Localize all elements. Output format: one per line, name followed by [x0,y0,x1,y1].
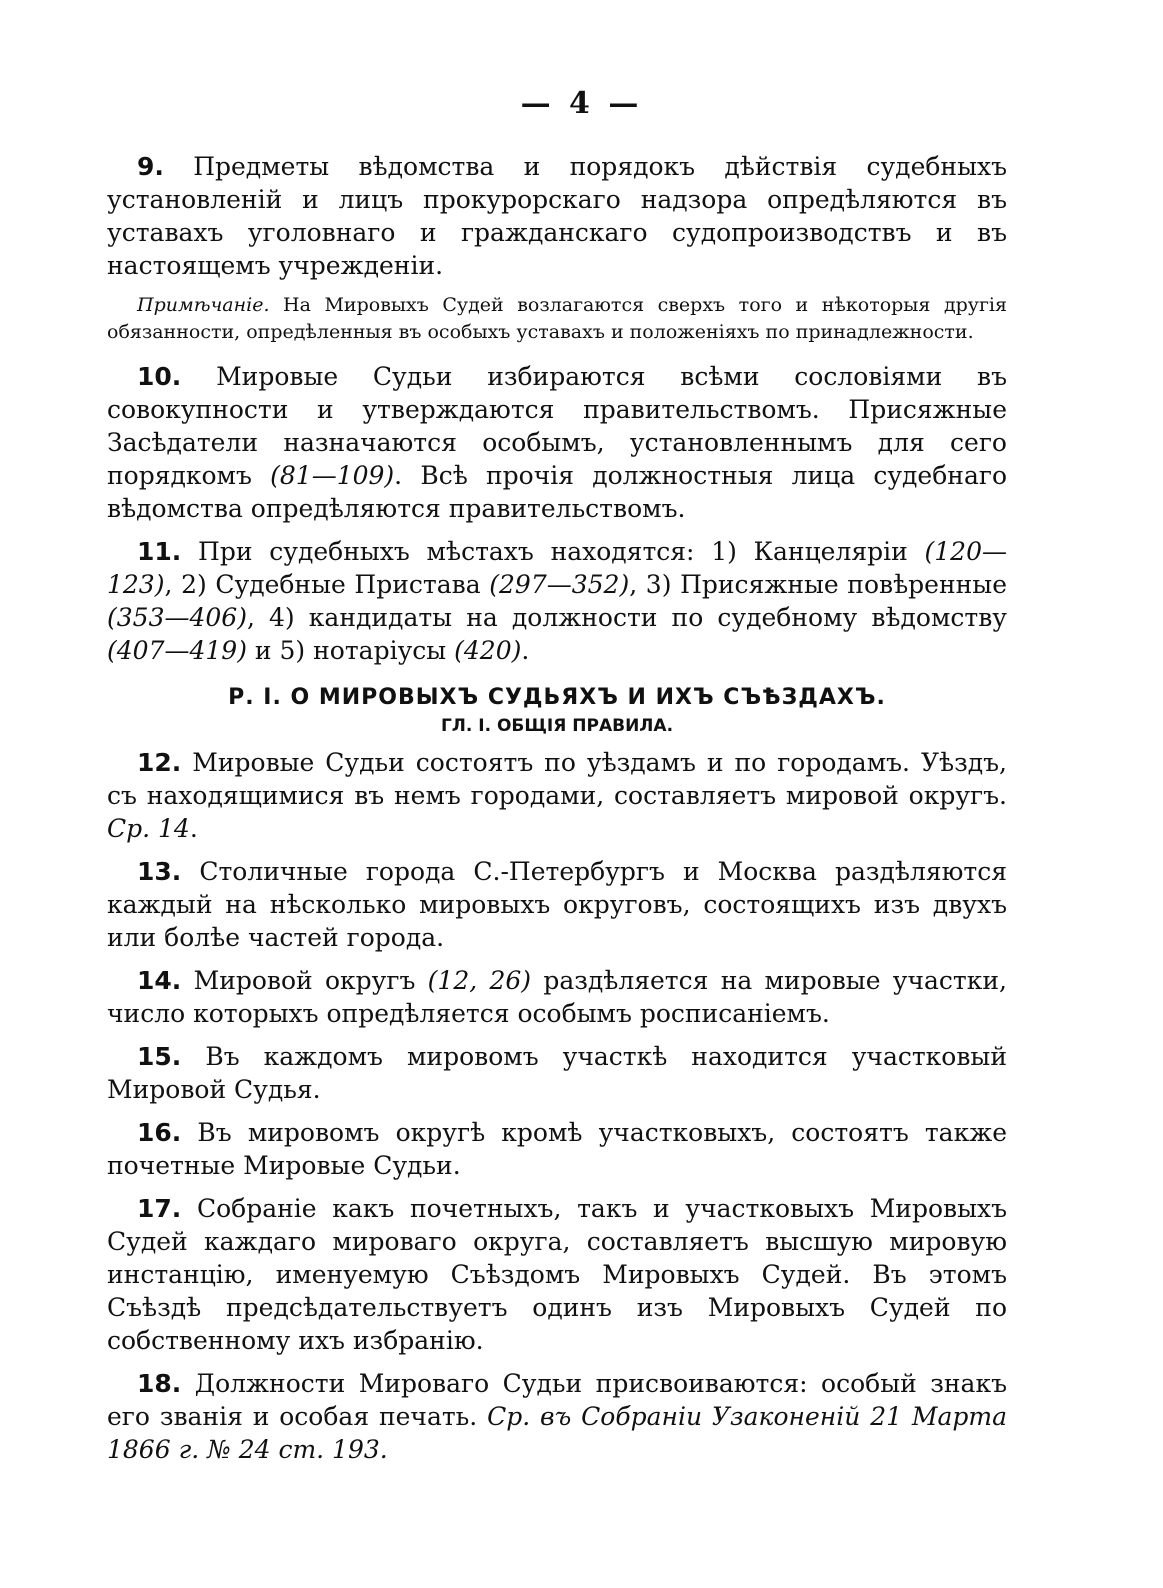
article-text: Мировые Судьи состоятъ по уѣздамъ и по городамъ. Уѣздъ, съ находящимися въ немъ городами, составляетъ мировой округъ. [107,748,1007,810]
article-text: , 4) кандидаты на должности по судебному вѣдомству [246,603,1007,632]
article-reference: (120—123) [107,537,1007,599]
chapter-heading: ГЛ. I. ОБЩІЯ ПРАВИЛА. [440,716,674,736]
note-label: Примѣчаніе. [137,294,270,316]
article-17 [107,1192,1007,1357]
article-text: Мировые Судьи избираются всѣми сословіями въ совокупности и утверждаются правительствомъ. Присяжные Засѣдатели назначаются особымъ, установленнымъ для сего порядкомъ [107,362,1007,490]
article-reference: (81—109) [270,461,395,490]
article-text: , 2) Судебные Пристава [164,570,490,599]
article-number: 11. [137,537,182,566]
article-11 [107,535,1007,667]
article-text: , 3) Присяжные повѣренные [629,570,1007,599]
article-number: 17. [137,1194,182,1223]
article-text: Въ каждомъ мировомъ участкѣ находится участковый Мировой Судья. [107,1042,1007,1104]
article-text: Собраніе какъ почетныхъ, такъ и участковыхъ Мировыхъ Судей каждаго мироваго округа, составляетъ высшую мировую инстанцію, именуемую Съѣздомъ Мировыхъ Судей. Въ этомъ Съѣздѣ предсѣдательствуетъ одинъ изъ Мировыхъ Судей по собственному ихъ избранію. [107,1194,1007,1355]
article-15 [107,1040,1007,1106]
article-reference: (420) [454,636,522,665]
article-reference: (407—419) [107,636,247,665]
article-text: Столичные города С.-Петербургъ и Москва раздѣляются каждый на нѣсколько мировыхъ округовъ, состоящихъ изъ двухъ или болѣе частей города. [107,857,1007,952]
article-text: Мировой округъ [181,966,428,995]
article-14 [107,964,1007,1030]
article-number: 13. [137,857,182,886]
note [107,292,1007,346]
article-number: 10. [137,362,182,391]
article-text: При судебныхъ мѣстахъ находятся: 1) Канцеляріи [181,537,925,566]
page-number: — 4 — [520,86,643,121]
article-number: 9. [137,152,164,181]
article-reference: (12, 26) [427,966,532,995]
article-reference: (353—406) [107,603,247,632]
page-content [107,150,1007,1476]
article-number: 12. [137,748,182,777]
article-18 [107,1367,1007,1466]
article-10 [107,360,1007,525]
article-number: 15. [137,1042,182,1071]
article-text: Предметы вѣдомства и порядокъ дѣйствія судебныхъ установленій и лицъ прокурорскаго надзора опредѣляются въ уставахъ уголовнаго и гражданскаго судопроизводствъ и въ настоящемъ учрежденіи. [107,152,1007,280]
article-reference: (297—352) [489,570,630,599]
article-text: раздѣляется на мировые участки, число которыхъ опредѣляется особымъ росписаніемъ. [107,966,1007,1028]
article-16 [107,1116,1007,1182]
article-reference: Ср. 14 [107,814,190,843]
article-9 [107,150,1007,282]
section-heading: Р. I. О МИРОВЫХЪ СУДЬЯХЪ И ИХЪ СЪѢЗДАХЪ. [228,685,886,710]
article-13 [107,855,1007,954]
article-12 [107,746,1007,845]
article-text: и 5) нотаріусы [246,636,455,665]
article-number: 18. [137,1369,182,1398]
article-text: Въ мировомъ округѣ кромѣ участковыхъ, состоятъ также почетные Мировые Судьи. [107,1118,1007,1180]
article-text: . Всѣ прочія должностныя лица судебнаго вѣдомства опредѣляются правительствомъ. [107,461,1007,523]
article-text: . [189,814,198,843]
article-text: Должности Мироваго Судьи присвоиваются: особый знакъ его званія и особая печать. [107,1369,1007,1431]
article-citation: Ср. въ Собраніи Узаконеній 21 Марта 1866 г. № 24 ст. 193. [107,1402,1007,1464]
note-text: На Мировыхъ Судей возлагаются сверхъ того и нѣкоторыя другія обязанности, опредѣленныя въ особыхъ уставахъ и положеніяхъ по принадлежности. [107,294,1007,343]
article-number: 16. [137,1118,182,1147]
article-text: . [521,636,530,665]
article-number: 14. [137,966,182,995]
